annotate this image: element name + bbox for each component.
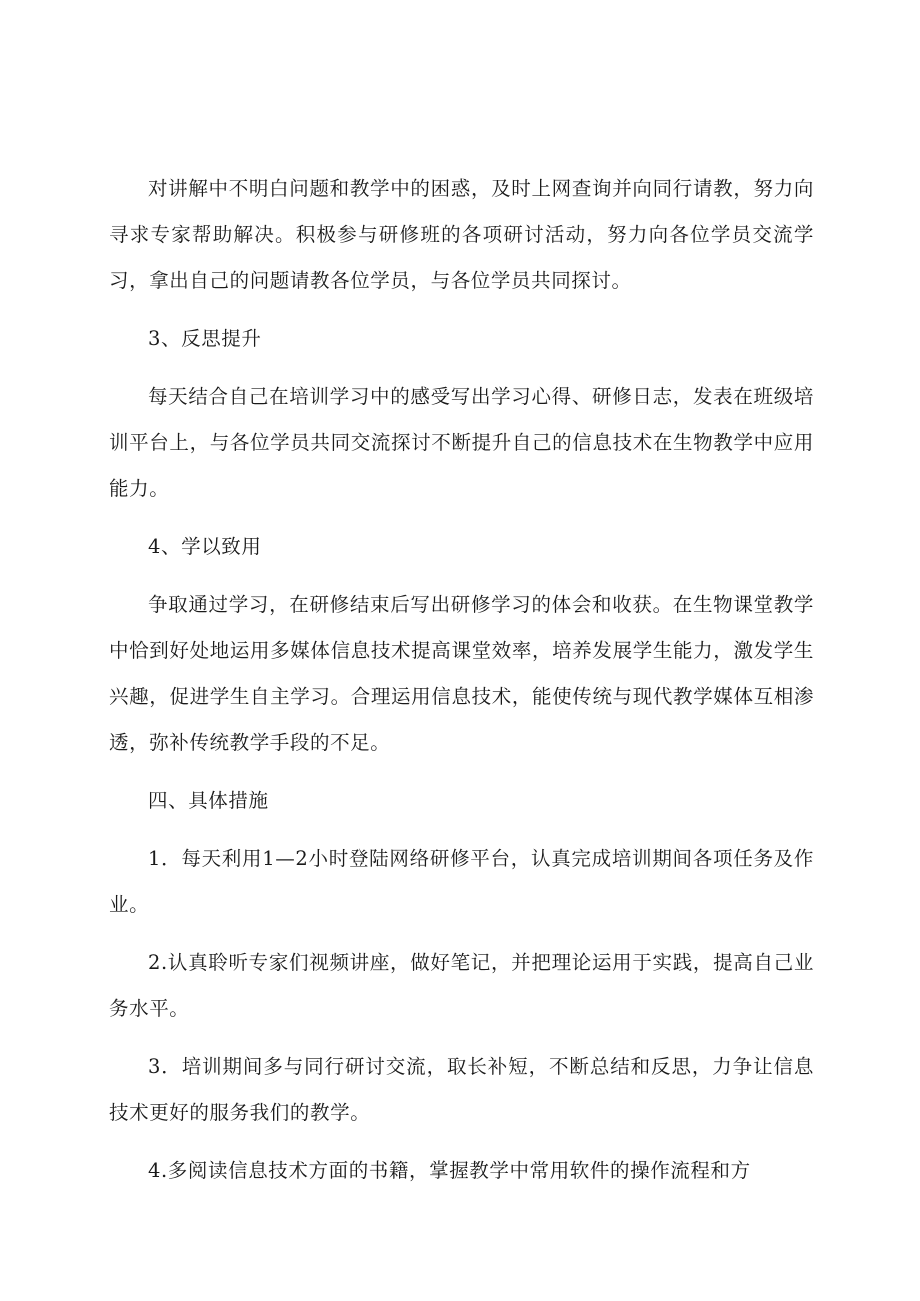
measure-item-2: 2.认真聆听专家们视频讲座，做好笔记，并把理论运用于实践，提高自己业务水平。: [109, 951, 814, 1020]
paragraph-apply-learning: 争取通过学习，在研修结束后写出研修学习的体会和收获。在生物课堂教学中恰到好处地运用多媒体信息技术提高课堂效率，培养发展学生能力，激发学生兴趣，促进学生自主学习。合理运用信息技术，能使传统与现代教学媒体互相渗透，弥补传统教学手段的不足。: [109, 593, 814, 754]
paragraph-daily-reflection: 每天结合自己在培训学习中的感受写出学习心得、研修日志，发表在班级培训平台上，与各位学员共同交流探讨不断提升自己的信息技术在生物教学中应用能力。: [109, 385, 814, 500]
measure-item-1: 1．每天利用1—2小时登陆网络研修平台，认真完成培训期间各项任务及作业。: [109, 847, 814, 916]
document-body: [109, 166, 814, 1194]
heading-specific-measures: 四、具体措施: [148, 789, 269, 812]
measure-item-3: 3．培训期间多与同行研讨交流，取长补短，不断总结和反思，力争让信息技术更好的服务我们的教学。: [109, 1055, 814, 1124]
heading-apply-learning: 4、学以致用: [148, 535, 262, 558]
measure-item-4: 4.多阅读信息技术方面的书籍，掌握教学中常用软件的操作流程和方: [148, 1159, 751, 1182]
paragraph-consult-experts: 对讲解中不明白问题和教学中的困惑，及时上网查询并向同行请教，努力向寻求专家帮助解决。积极参与研修班的各项研讨活动，努力向各位学员交流学习，拿出自己的问题请教各位学员，与各位学员共同探讨。: [109, 177, 814, 292]
heading-reflect-improve: 3、反思提升: [148, 327, 262, 350]
